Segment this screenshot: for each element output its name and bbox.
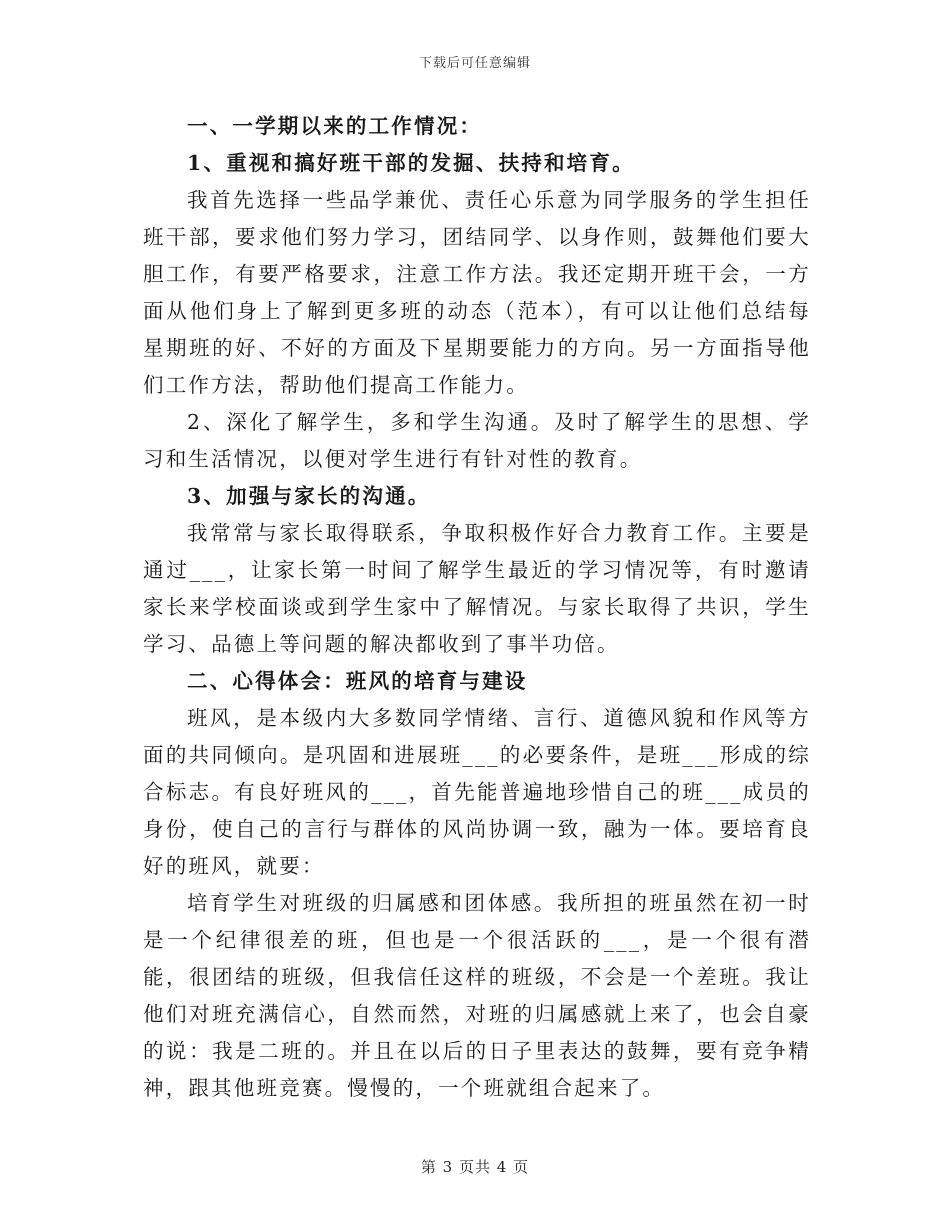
paragraph-class-style: 班风，是本级内大多数同学情绪、言行、道德风貌和作风等方面的共同倾向。是巩固和进展班___的必要条件，是班___形成的综合标志。有良好班风的___，首先能普遍地珍惜自己的班___成员的身份，使自己的言行与群体的风尚协调一致，融为一体。要培育良好的班风，就要： — [143, 706, 811, 878]
paragraph-class-cadres: 我首先选择一些品学兼优、责任心乐意为同学服务的学生担任班干部，要求他们努力学习，团结同学、以身作则，鼓舞他们要大胆工作，有要严格要求，注意工作方法。我还定期开班干会，一方面从他们身上了解到更多班的动态（范本），有可以让他们总结每星期班的好、不好的方面及下星期要能力的方向。另一方面指导他们工作方法，帮助他们提高工作能力。 — [143, 188, 811, 397]
paragraph-belonging: 培育学生对班级的归属感和团体感。我所担的班虽然在初一时是一个纪律很差的班，但也是一个很活跃的___，是一个很有潜能，很团结的班级，但我信任这样的班级，不会是一个差班。我让他们对班充满信心，自然而然，对班的归属感就上来了，也会自豪的说：我是二班的。并且在以后的日子里表达的鼓舞，要有竞争精神，跟其他班竞赛。慢慢的，一个班就组合起来了。 — [143, 891, 811, 1100]
page-header: 下载后可任意编辑 — [418, 56, 531, 71]
page-number: 第 3 页共 4 页 — [420, 1158, 530, 1176]
section-heading-work-summary: 一、一学期以来的工作情况： — [187, 114, 483, 138]
subheading-class-cadres: 1、重视和搞好班干部的发掘、扶持和培育。 — [187, 151, 635, 175]
section-heading-experience: 二、心得体会：班风的培育与建设 — [187, 669, 528, 693]
paragraph-parent-communication: 我常常与家长取得联系，争取积极作好合力教育工作。主要是通过___，让家长第一时间了解学生最近的学习情况等，有时邀请家长来学校面谈或到学生家中了解情况。与家长取得了共识，学生学习、品德上等问题的解决都收到了事半功倍。 — [143, 521, 811, 656]
paragraph-understand-students: 2、深化了解学生，多和学生沟通。及时了解学生的思想、学习和生活情况，以便对学生进行有针对性的教育。 — [143, 410, 811, 471]
subheading-parent-communication: 3、加强与家长的沟通。 — [187, 484, 431, 508]
document-body — [143, 108, 811, 1107]
